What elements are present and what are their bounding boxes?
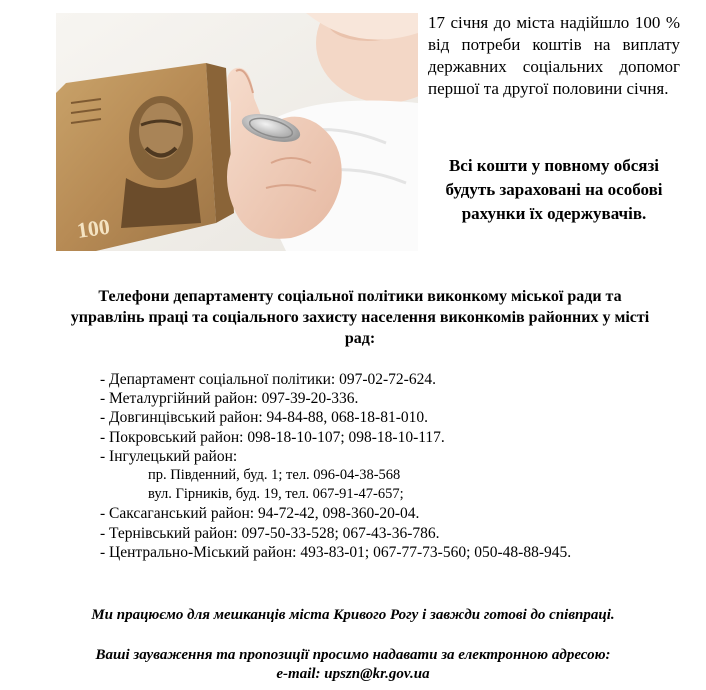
- phone-item-tsentralno-miskyi: - Центрально-Міський район: 493-83-01; 067-77-73-560; 050-48-88-945.: [100, 543, 572, 561]
- phone-item-department: - Департамент соціальної політики: 097-02-72-624.: [100, 371, 436, 388]
- accounts-notice: Всі кошти у повному обсязі будуть зараховані на особові рахунки їх одержувачів.: [445, 156, 663, 223]
- phone-item-saksahanskyi: - Саксаганський район: 94-72-42, 098-360-20-04.: [100, 505, 420, 523]
- phone-item-ternivskyi: - Тернівський район: 097-50-33-528; 067-43-36-786.: [100, 524, 440, 542]
- funding-announcement: 17 січня до міста надійшло 100 % від потреби коштів на виплату державних соціальних допомог першої та другої половини січня.: [428, 13, 680, 98]
- phone-subitem-hirnykiv: вул. Гірників, буд. 19, тел. 067-91-47-657;: [148, 486, 404, 503]
- banknote-image: [56, 63, 234, 251]
- phone-item-dovhyntsivskyi: - Довгинцівський район: 94-84-88, 068-18-81-010.: [100, 409, 428, 427]
- phone-subitem-pivdennyi: пр. Південний, буд. 1; тел. 096-04-38-568: [148, 467, 401, 484]
- baby-banknote-photo: [56, 13, 418, 251]
- phone-list: [100, 370, 680, 562]
- phone-item-metalurhiinyi: - Металургійний район: 097-39-20-336.: [100, 390, 359, 408]
- footer-email[interactable]: e-mail: upszn@kr.gov.ua: [276, 666, 430, 682]
- footer-contact-text: Ваші зауваження та пропозиції просимо надавати за електронною адресою:: [95, 647, 611, 663]
- footer-contact-request: [40, 646, 666, 684]
- phone-item-inhuletskyi: - Інгулецький район:: [100, 447, 238, 465]
- phone-item-pokrovskyi: - Покровський район: 098-18-10-107; 098-18-10-117.: [100, 428, 445, 446]
- banknote-denomination: 100: [75, 213, 112, 243]
- footer-cooperation: Ми працюємо для мешканців міста Кривого Рогу і завжди готові до співпраці.: [91, 607, 615, 623]
- phones-heading: Телефони департаменту соціальної політики виконкому міської ради та управлінь праці та соціального захисту населення виконкомів районних у місті рад:: [70, 288, 650, 347]
